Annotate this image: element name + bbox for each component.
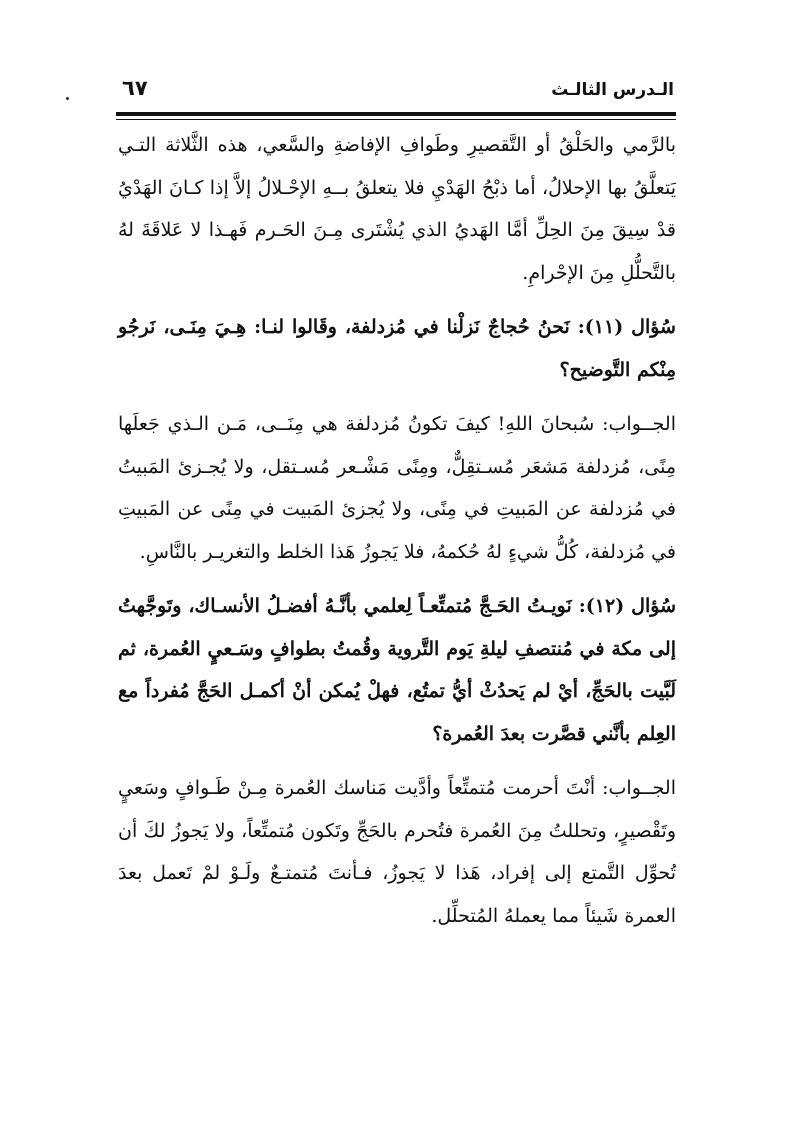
paragraph-gap xyxy=(118,294,676,306)
page-header xyxy=(118,76,674,112)
header-rule-thin xyxy=(116,119,676,120)
page-body xyxy=(118,124,676,937)
paragraph-gap xyxy=(118,391,676,403)
paragraph-gap xyxy=(118,573,676,585)
scan-speck xyxy=(66,97,69,100)
page-number: ٦٧ xyxy=(122,76,148,100)
header-rule-thick xyxy=(116,112,676,116)
paragraph-gap xyxy=(118,755,676,767)
question-11: سُؤال (١١): نَحنُ حُجاجٌ نَزلْنا في مُزدلفة، وقَالوا لنـا: هِـيَ مِنَـى، نَرجُو مِنْكم التَّوضيح؟ xyxy=(118,316,676,381)
paragraph-answer-continuation: بالرَّمي والحَلْقُ أو التَّقصيرِ وطَوافِ الإفاضةِ والسَّعي، هذه الثَّلاثة التـي يَتعلَّقُ بها الإحلالُ، أما ذبْحُ الهَدْيِ فلا يتعلقُ بــهِ الإحْـلالُ إلاَّ إذا كـانَ الهَدْيُ قدْ سِيقَ مِنَ الحِلِّ أمَّا الهَديُ الذي يُشْتَرى مِـنَ الحَـرم فَهـذا لا عَلاقَةَ لهُ بالتَّحلُّلِ مِنَ الإحْرامِ. xyxy=(118,134,676,284)
chapter-title: الـدرس الثالـث xyxy=(551,80,674,100)
answer-12: الجــواب: أنْتَ أحرمت مُتمتِّعاً وأدَّيت مَناسك العُمرة مِـنْ طَـوافٍ وسَعيٍ وتَقْصيرٍ، وتحللتُ مِنَ العُمرة فتُحرم بالحَجِّ وتَكون مُتمتِّعاً، ولا يَجوزُ لكَ أن تُحوِّل التَّمتع إلى إفراد، هَذا لا يَجوزُ، فـأنتَ مُتمتـعٌ ولَـوْ لمْ تَعمل بعدَ العمرة شَيئاً مما يعملهُ المُتحلِّل. xyxy=(118,777,676,927)
question-12: سُؤال (١٢): نَويـتُ الحَـجَّ مُتمتِّعـاً لِعلمي بأنَّـهُ أفضـلُ الأنسـاك، وتَوجَّهتُ إلى مكة في مُنتصفِ ليلةِ يَوم التَّروية وقُمتُ بطوافٍ وسَـعيٍ العُمرة، ثم لَبَّيت بالحَجِّ، أيْ لم يَحدُثْ أيُّ تمتُع، فهلْ يُمكن أنْ أكمـل الحَجَّ مُفرداً مع العِلم بأنَّني قصَّرت بعدَ العُمرة؟ xyxy=(118,595,676,745)
answer-11: الجــواب: سُبحانَ اللهِ! كيفَ تكونُ مُزدلفة هي مِنَــى، مَـن الـذي جَعلَها مِنًى، مُزدلفة مَشعَر مُسـتقِلٌّ، ومِنًى مَشْـعر مُسـتقل، ولا يُجـزئ المَبيتُ في مُزدلفة عن المَبيتِ في مِنًى، ولا يُجزئ المَبيت في مِنًى عن المَبيتِ في مُزدلفة، كُلُّ شيءٍ لهُ حُكمهُ، فلا يَجوزُ هَذا الخلط والتغريـر بالنَّاسِ. xyxy=(118,413,676,563)
